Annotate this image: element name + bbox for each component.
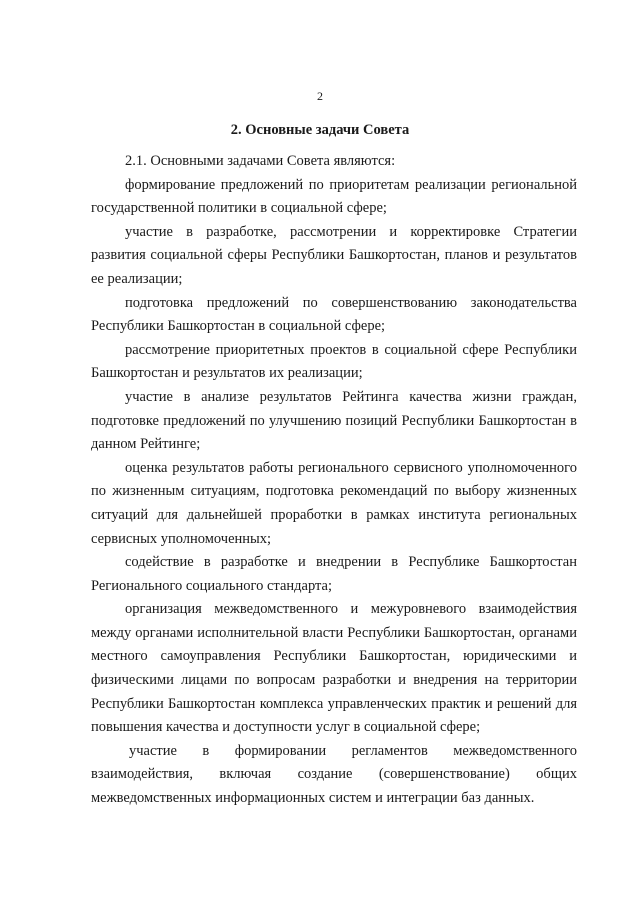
list-item: участие в формировании регламентов межведомственного взаимодействия, включая создание (совершенствование) общих межведомственных информационных систем и интеграции баз данных.: [91, 742, 577, 807]
list-item: подготовка предложений по совершенствованию законодательства Республики Башкортостан в социальной сфере;: [91, 294, 577, 335]
list-item: участие в разработке, рассмотрении и корректировке Стратегии развития социальной сферы Республики Башкортостан, планов и результатов ее реализации;: [91, 223, 577, 287]
page-number: 2: [317, 89, 323, 103]
list-item: формирование предложений по приоритетам реализации региональной государственной политики в социальной сфере;: [91, 176, 577, 217]
list-item: оценка результатов работы регионального сервисного уполномоченного по жизненным ситуациям, подготовка рекомендаций по выбору жизненных ситуаций для дальнейшей проработки в рамках института региональных сервисных уполномоченных;: [91, 459, 577, 547]
list-item: содействие в разработке и внедрении в Республике Башкортостан Регионального социального стандарта;: [91, 554, 577, 594]
intro-paragraph: 2.1. Основными задачами Совета являются:: [125, 153, 396, 169]
section-body: [91, 150, 577, 811]
list-item: рассмотрение приоритетных проектов в социальной сфере Республики Башкортостан и результатов их реализации;: [91, 341, 577, 382]
list-item: организация межведомственного и межуровневого взаимодействия между органами исполнительной власти Республики Башкортостан, органами местного самоуправления Республики Башкортостан, юридическими и физическими лицами по вопросам разработки и внедрения на территории Республики Башкортостан комплекса управленческих практик и решений для повышения качества и доступности услуг в социальной сфере;: [91, 601, 577, 736]
list-item: участие в анализе результатов Рейтинга качества жизни граждан, подготовке предложений по улучшению позиций Республики Башкортостан в данном Рейтинге;: [91, 388, 577, 453]
section-heading: 2. Основные задачи Совета: [230, 122, 410, 138]
